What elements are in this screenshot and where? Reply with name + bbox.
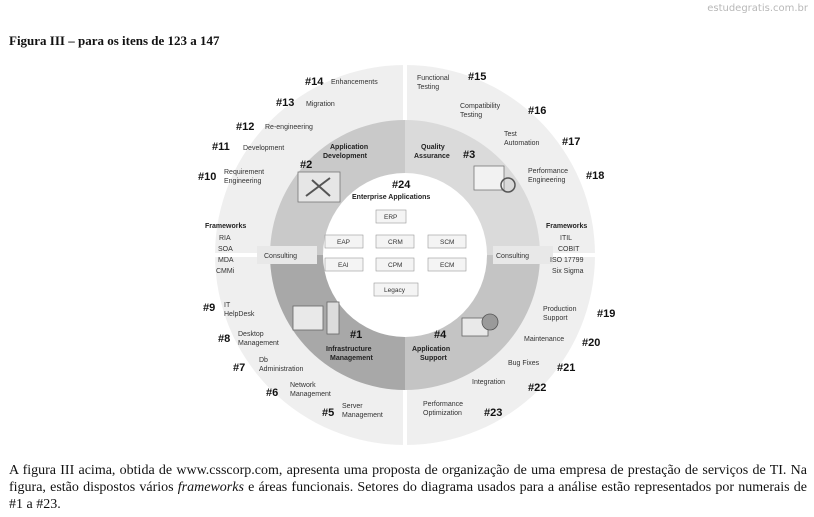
consulting-left-label: Consulting xyxy=(264,253,298,260)
outer-label-18-a: Performance xyxy=(528,168,569,175)
outer-num-13: #13 xyxy=(276,97,295,109)
outer-label-18-b: Engineering xyxy=(528,177,566,184)
outer-num-7: #7 xyxy=(233,362,246,374)
app-erp: ERP xyxy=(384,214,398,221)
quadrant-4-label-1: Application xyxy=(412,346,451,353)
caption-emphasis: frameworks xyxy=(177,480,244,495)
app-ecm: ECM xyxy=(440,262,455,269)
frameworks-left-item: CMMi xyxy=(216,268,235,275)
outer-label-9-a: IT xyxy=(224,302,231,309)
outer-label-10-a: Requirement xyxy=(224,169,265,176)
caption-part-1: A figura III acima, obtida de www.csscorp.com, apresenta uma proposta de organização de uma empresa de prestação de serviços de TI. Na figura, estão dispostos vários xyxy=(9,463,807,495)
frameworks-right-item: ISO 17799 xyxy=(550,257,584,264)
quadrant-4-num: #4 xyxy=(434,329,447,341)
quadrant-3-label-1: Quality xyxy=(421,144,445,151)
outer-num-16: #16 xyxy=(528,105,547,117)
quadrant-1-num: #1 xyxy=(350,329,363,341)
caption-part-2: e áreas funcionais. Setores do diagrama usados para a análise estão representados por numerais de #1 a #23. xyxy=(9,480,807,512)
outer-label-8-a: Desktop xyxy=(238,331,264,338)
quadrant-1-label-1: Infrastructure xyxy=(326,346,372,353)
outer-label-21: Bug Fixes xyxy=(508,360,540,367)
app-scm: SCM xyxy=(440,239,455,246)
outer-label-7-a: Db xyxy=(259,357,268,364)
outer-label-23-b: Optimization xyxy=(423,410,462,417)
monitor-icon xyxy=(293,306,323,330)
outer-label-14: Enhancements xyxy=(331,79,378,86)
frameworks-right-item: ITIL xyxy=(560,235,573,242)
outer-num-17: #17 xyxy=(562,136,581,148)
outer-label-16-b: Testing xyxy=(460,112,483,119)
figure-title: Figura III – para os itens de 123 a 147 xyxy=(9,33,220,48)
outer-num-15: #15 xyxy=(468,71,487,83)
frameworks-right-item: Six Sigma xyxy=(552,268,584,275)
outer-label-16-a: Compatibility xyxy=(460,103,501,110)
outer-label-17-a: Test xyxy=(504,131,517,138)
quadrant-2-num: #2 xyxy=(300,159,313,171)
outer-label-19-a: Production xyxy=(543,306,577,313)
quadrant-2-label-1: Application xyxy=(330,144,369,151)
quadrant-3-num: #3 xyxy=(463,149,476,161)
outer-label-22: Integration xyxy=(472,379,506,386)
outer-num-5: #5 xyxy=(322,407,335,419)
outer-num-9: #9 xyxy=(203,302,216,314)
outer-label-17-b: Automation xyxy=(504,140,540,147)
watermark: estudegratis.com.br xyxy=(707,3,808,14)
caption xyxy=(9,462,807,513)
outer-num-10: #10 xyxy=(198,171,217,183)
outer-num-11: #11 xyxy=(212,141,230,153)
outer-num-18: #18 xyxy=(586,170,605,182)
outer-label-19-b: Support xyxy=(543,315,568,322)
outer-label-15-b: Testing xyxy=(417,84,440,91)
app-legacy: Legacy xyxy=(384,287,405,294)
server-tower-icon xyxy=(327,302,339,334)
center-num: #24 xyxy=(392,179,411,191)
outer-num-23: #23 xyxy=(484,407,503,419)
outer-label-12: Re-engineering xyxy=(265,124,313,131)
quadrant-3-label-2: Assurance xyxy=(414,153,450,160)
outer-label-10-b: Engineering xyxy=(224,178,262,185)
document-icon xyxy=(474,166,504,190)
outer-label-5-a: Server xyxy=(342,403,363,410)
outer-num-19: #19 xyxy=(597,308,616,320)
outer-label-20: Maintenance xyxy=(524,336,565,343)
outer-label-23-a: Performance xyxy=(423,401,464,408)
quadrant-1-label-2: Management xyxy=(330,355,373,362)
frameworks-left-item: MDA xyxy=(218,257,234,264)
outer-num-8: #8 xyxy=(218,333,231,345)
outer-label-5-b: Management xyxy=(342,412,383,419)
outer-label-8-b: Management xyxy=(238,340,279,347)
center-title: Enterprise Applications xyxy=(352,194,431,201)
outer-num-6: #6 xyxy=(266,387,279,399)
app-eai: EAI xyxy=(338,262,349,269)
outer-num-20: #20 xyxy=(582,337,601,349)
outer-num-14: #14 xyxy=(305,76,324,88)
frameworks-right-title: Frameworks xyxy=(546,223,588,230)
outer-num-21: #21 xyxy=(557,362,576,374)
frameworks-right-item: COBIT xyxy=(558,246,580,253)
consulting-right-label: Consulting xyxy=(496,253,530,260)
app-crm: CRM xyxy=(388,239,403,246)
outer-num-22: #22 xyxy=(528,382,547,394)
app-cpm: CPM xyxy=(388,262,403,269)
quadrant-2-label-2: Development xyxy=(323,153,367,160)
outer-label-11: Development xyxy=(243,145,285,152)
frameworks-left-item: SOA xyxy=(218,246,233,253)
outer-label-9-b: HelpDesk xyxy=(224,311,255,318)
outer-label-6-b: Management xyxy=(290,391,331,398)
outer-label-15-a: Functional xyxy=(417,75,450,82)
outer-label-13: Migration xyxy=(306,101,335,108)
app-eap: EAP xyxy=(337,239,351,246)
support-headset-icon xyxy=(482,314,498,330)
outer-num-12: #12 xyxy=(236,121,255,133)
outer-label-7-b: Administration xyxy=(259,366,304,373)
frameworks-left-item: RIA xyxy=(219,235,231,242)
outer-label-6-a: Network xyxy=(290,382,316,389)
quadrant-4-label-2: Support xyxy=(420,355,447,362)
frameworks-left-title: Frameworks xyxy=(205,223,247,230)
